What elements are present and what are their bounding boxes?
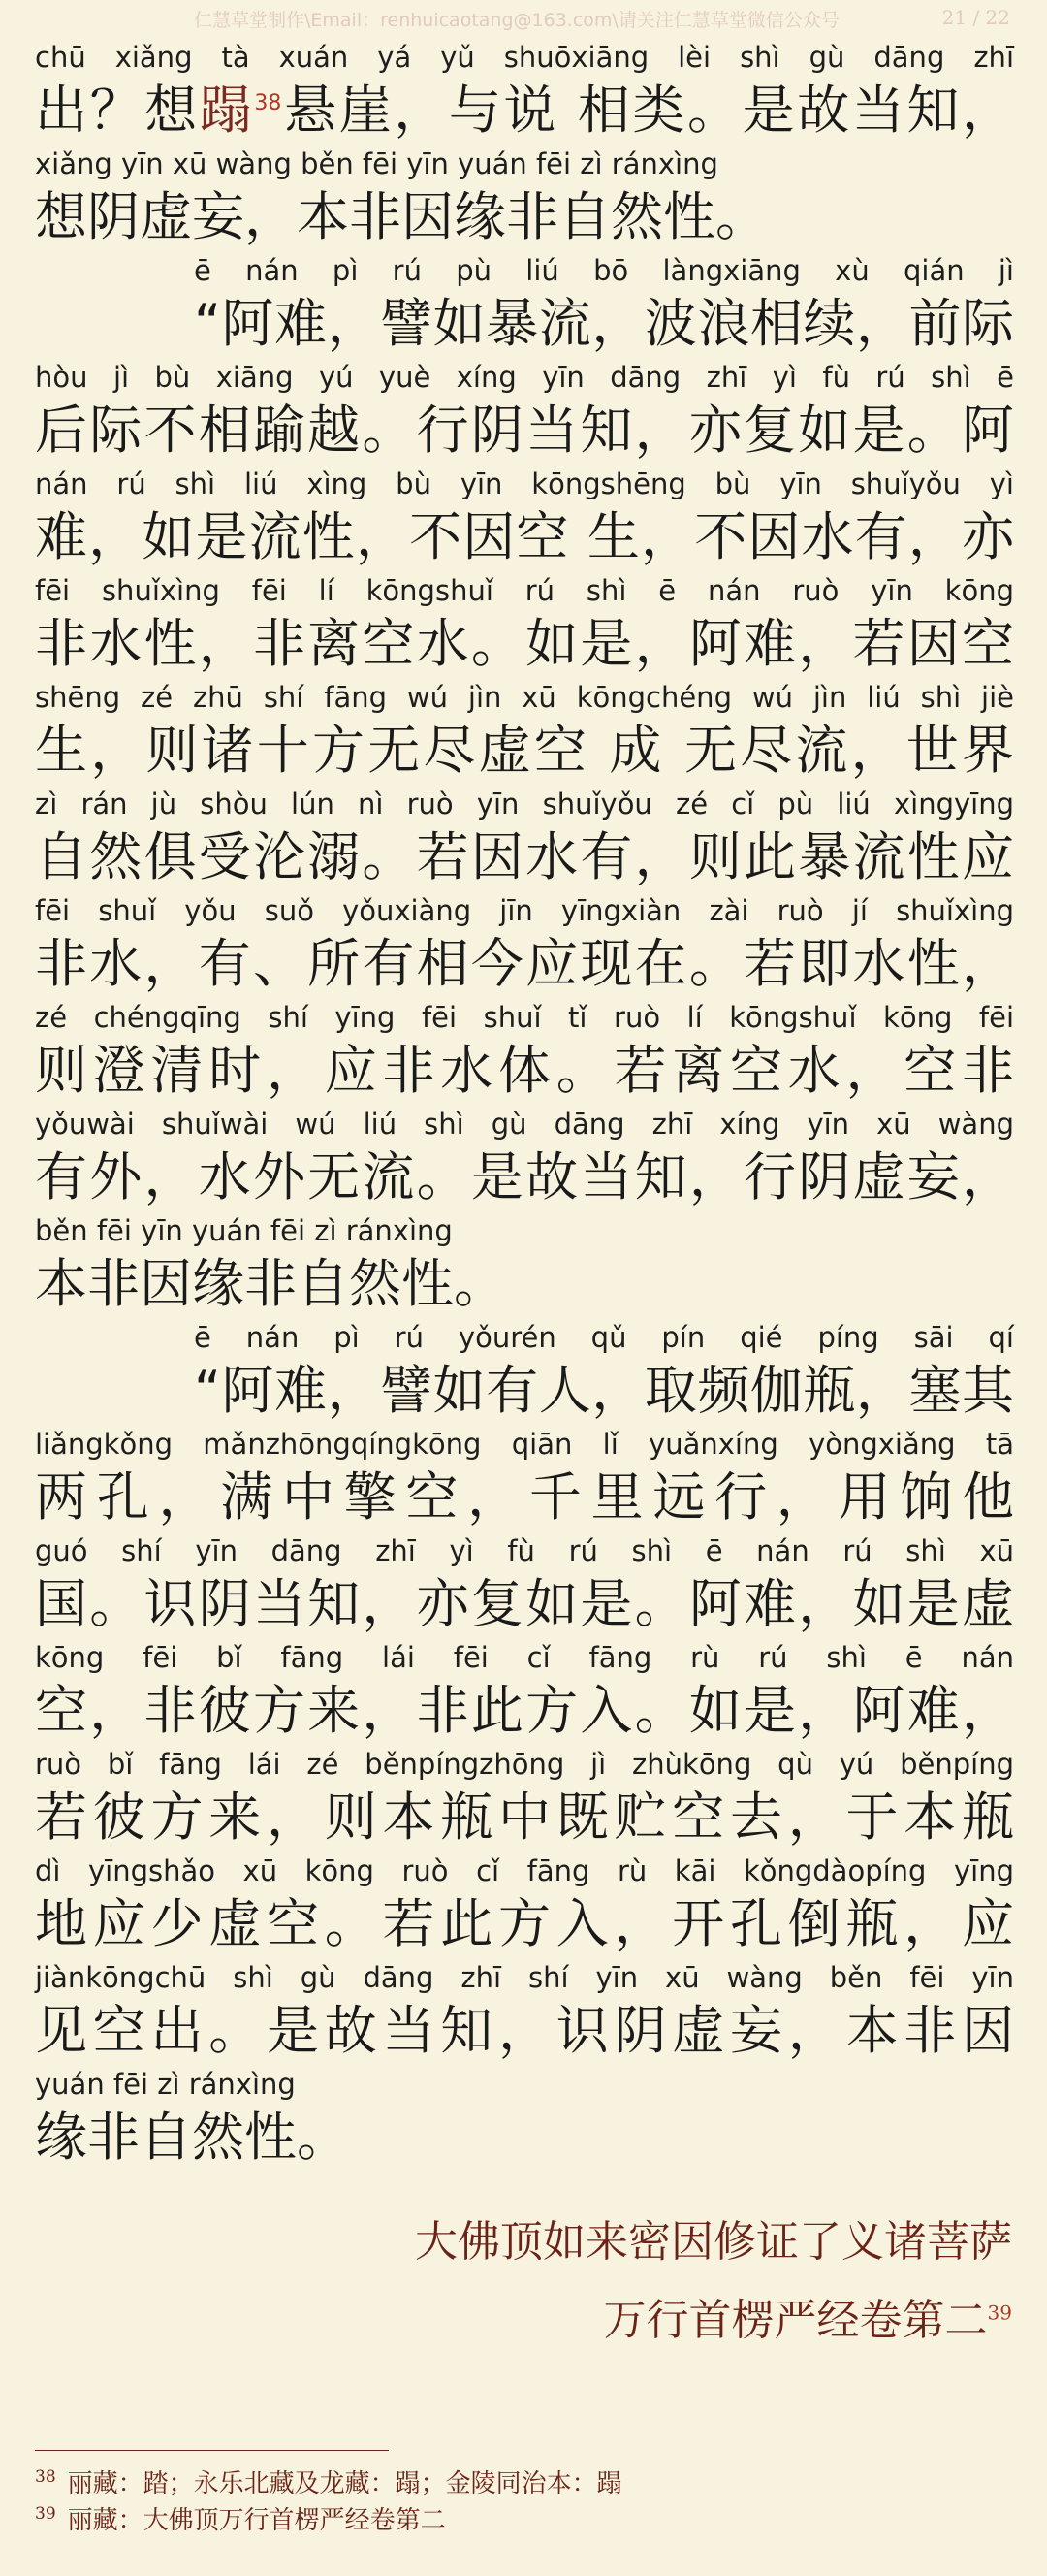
hanzi-text: 有外，水外无流。是故当知，行阴虚妄，: [35, 1146, 1014, 1208]
pinyin-annotation: hòu jì bù xiāng yú yuè xíng yīn dāng zhī yì fù rú shì ē: [35, 361, 1014, 394]
pinyin-annotation: guó shí yīn dāng zhī yì fù rú shì ē nán rú shì xū: [35, 1534, 1014, 1567]
hanzi-text: 自然俱受沦溺。若因水有，则此暴流性应: [35, 826, 1014, 887]
pinyin-annotation: fēi shuǐxìng fēi lí kōngshuǐ rú shì ē nán ruò yīn kōng: [35, 574, 1014, 607]
text-line: [0, 466, 1047, 572]
pinyin-annotation: chū xiǎng tà xuán yá yǔ shuōxiāng lèi shì gù dāng zhī: [35, 41, 1014, 74]
footnote-item: [35, 2500, 446, 2536]
pinyin-annotation: dì yīngshǎo xū kōng ruò cǐ fāng rù kāi kǒngdàopíng yīng: [35, 1854, 1014, 1887]
pinyin-annotation: běn fēi yīn yuán fēi zì ránxìng: [35, 1214, 453, 1247]
pinyin-annotation: xiǎng yīn xū wàng běn fēi yīn yuán fēi zì ránxìng: [35, 147, 718, 180]
pinyin-annotation: jiànkōngchū shì gù dāng zhī shí yīn xū wàng běn fēi yīn: [35, 1961, 1014, 1994]
text-line: [0, 145, 1047, 252]
colophon-line-2: [604, 2285, 1012, 2347]
text-line: [0, 892, 1047, 999]
footnote-item: [35, 2463, 622, 2499]
footnote-ref: 38: [254, 91, 282, 115]
pinyin-annotation: yuán fēi zì ránxìng: [35, 2068, 296, 2101]
text-line: [0, 786, 1047, 892]
hanzi-text: 缘非自然性。: [35, 2107, 349, 2168]
hanzi-text: “阿难，譬如暴流，波浪相续，前际: [194, 293, 1014, 354]
colophon-line-1: 大佛顶如来密因修证了义诸菩萨: [415, 2217, 1012, 2267]
text-line: [0, 679, 1047, 786]
hanzi-text: 国。识阴当知，亦复如是。阿难，如是虚: [35, 1573, 1014, 1634]
footnote-divider: [35, 2450, 389, 2451]
text-line: [0, 999, 1047, 1106]
hanzi-text: 地应少虚空。若此方入，开孔倒瓶，应: [35, 1893, 1014, 1954]
text-line: [0, 1639, 1047, 1746]
pinyin-annotation: nán rú shì liú xìng bù yīn kōngshēng bù yīn shuǐyǒu yì: [35, 467, 1014, 500]
pinyin-annotation: ē nán pì rú yǒurén qǔ pín qié píng sāi qí: [194, 1321, 1014, 1354]
header-watermark-text: 仁慧草堂制作\Email：renhuicaotang@163.com\请关注仁慧草堂微信公众号: [194, 10, 840, 31]
pinyin-annotation: yǒuwài shuǐwài wú liú shì gù dāng zhī xíng yīn xū wàng: [35, 1108, 1014, 1141]
text-line: [0, 572, 1047, 679]
variant-character: 蹋: [199, 80, 255, 141]
pinyin-annotation: zì rán jù shòu lún nì ruò yīn shuǐyǒu zé cǐ pù liú xìngyīng: [35, 788, 1014, 821]
hanzi-text: [35, 80, 1014, 142]
scripture-body: [0, 39, 1047, 2173]
footnote-number: 38: [35, 2467, 56, 2488]
hanzi-text: 则澄清时，应非水体。若离空水，空非: [35, 1040, 1014, 1101]
text-line: [0, 39, 1047, 145]
footnote-number: 39: [35, 2504, 56, 2525]
pinyin-annotation: zé chéngqīng shí yīng fēi shuǐ tǐ ruò lí kōngshuǐ kōng fēi: [35, 1001, 1014, 1034]
hanzi-segment: 出？想: [35, 80, 200, 141]
pinyin-annotation: shēng zé zhū shí fāng wú jìn xū kōngchéng wú jìn liú shì jiè: [35, 681, 1014, 714]
pinyin-annotation: ē nán pì rú pù liú bō làngxiāng xù qián jì: [194, 254, 1014, 287]
page-number: 21 / 22: [941, 6, 1010, 29]
text-line: [0, 252, 1047, 359]
hanzi-text: 后际不相踰越。行阴当知，亦复如是。阿: [35, 400, 1014, 461]
text-line: [0, 1746, 1047, 1852]
hanzi-text: 见空出。是故当知，识阴虚妄，本非因: [35, 2000, 1014, 2061]
hanzi-text: 生，则诸十方无尽虚空 成 无尽流，世界: [35, 720, 1014, 781]
hanzi-text: 本非因缘非自然性。: [35, 1253, 506, 1314]
hanzi-text: 非水性，非离空水。如是，阿难，若因空: [35, 613, 1014, 674]
hanzi-segment: 悬崖，与说 相类。是故当知，: [281, 80, 1015, 141]
text-line: [0, 2066, 1047, 2173]
text-line: [0, 1852, 1047, 1959]
footnote-ref: 39: [987, 2301, 1012, 2325]
text-line: [0, 1106, 1047, 1212]
hanzi-text: “阿难，譬如有人，取频伽瓶，塞其: [194, 1360, 1014, 1421]
hanzi-text: 若彼方来，则本瓶中既贮空去，于本瓶: [35, 1787, 1014, 1848]
hanzi-text: 空，非彼方来，非此方入。如是，阿难，: [35, 1680, 1014, 1741]
page-header: [0, 0, 1047, 39]
text-line: [0, 1959, 1047, 2066]
text-line: [0, 1212, 1047, 1319]
hanzi-text: 非水，有、所有相今应现在。若即水性，: [35, 933, 1014, 994]
text-line: [0, 1426, 1047, 1532]
pinyin-annotation: ruò bǐ fāng lái zé běnpíngzhōng jì zhùkōng qù yú běnpíng: [35, 1748, 1014, 1781]
text-line: [0, 359, 1047, 466]
hanzi-text: 想阴虚妄，本非因缘非自然性。: [35, 186, 768, 247]
footnote-text: 丽藏：大佛顶万行首楞严经卷第二: [67, 2506, 446, 2535]
colophon-title-text: 万行首楞严经卷第二: [603, 2296, 988, 2345]
pinyin-annotation: liǎngkǒng mǎnzhōngqíngkōng qiān lǐ yuǎnxíng yòngxiǎng tā: [35, 1428, 1014, 1461]
text-line: [0, 1532, 1047, 1639]
footnote-text: 丽藏：踏；永乐北藏及龙藏：蹋；金陵同治本：蹋: [67, 2469, 622, 2498]
text-line: [0, 1319, 1047, 1426]
pinyin-annotation: kōng fēi bǐ fāng lái fēi cǐ fāng rù rú shì ē nán: [35, 1641, 1014, 1674]
hanzi-text: 难，如是流性，不因空 生，不因水有，亦: [35, 506, 1014, 567]
pinyin-annotation: fēi shuǐ yǒu suǒ yǒuxiàng jīn yīngxiàn zài ruò jí shuǐxìng: [35, 894, 1014, 927]
hanzi-text: 两孔，满中擎空，千里远行，用饷他: [35, 1466, 1014, 1528]
